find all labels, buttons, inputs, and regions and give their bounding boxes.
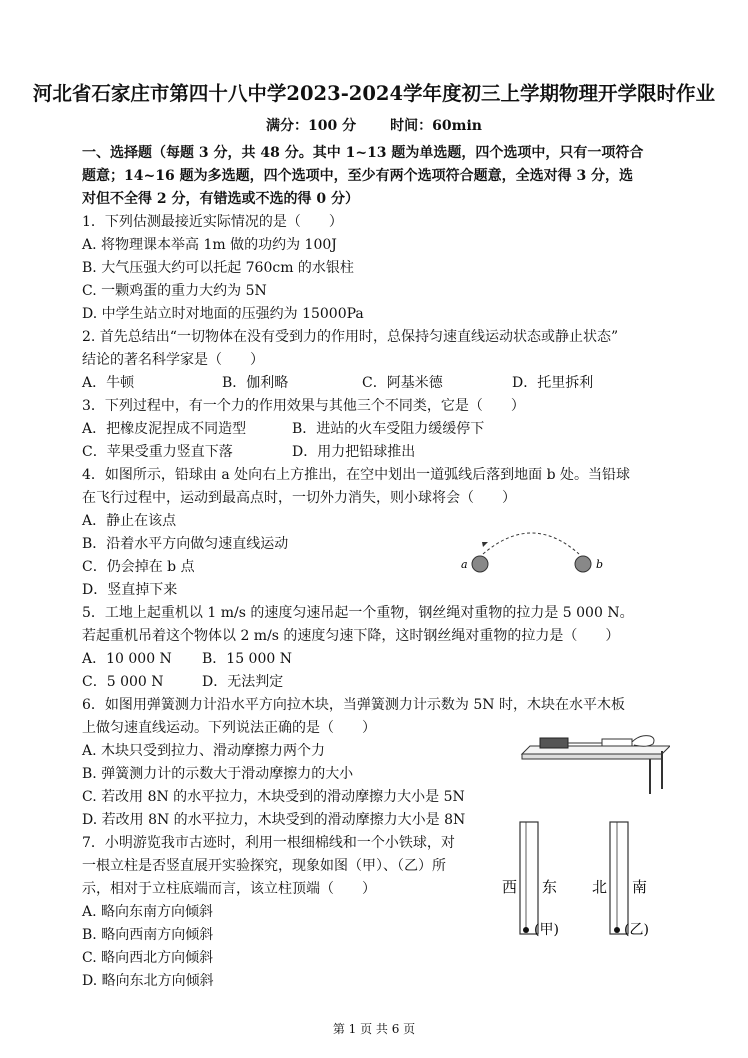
q5-stem-2: 若起重机吊着这个物体以 2 m/s 的速度匀速下降，这时钢丝绳对重物的拉力是（ ） (82, 628, 620, 644)
q7-stem-2: 一根立柱是否竖直展开实验探究，现象如图（甲）、（乙）所 (82, 858, 446, 874)
q3-option-b[interactable]: B．进站的火车受阻力缓缓停下 (292, 421, 485, 437)
q7-jia-pillar (520, 822, 538, 934)
q6-stem-1: 6．如图用弹簧测力计沿水平方向拉木块，当弹簧测力计示数为 5N 时，木块在水平木板 (82, 697, 625, 713)
q3-options-row-2 (82, 441, 682, 464)
q3-option-a[interactable]: A．把橡皮泥捏成不同造型 (82, 421, 247, 437)
q6-wooden-block (540, 738, 568, 748)
q1-stem: 1．下列估测最接近实际情况的是（ ） (82, 214, 343, 230)
section-instructions-2: 题意；14~16 题为多选题，四个选项中，至少有两个选项符合题意，全选对得 3 分，选 (82, 168, 634, 184)
q5-options-row-2 (82, 671, 682, 694)
q3-option-d[interactable]: D．用力把铅球推出 (292, 444, 416, 460)
time-limit: 时间：60min (390, 118, 482, 134)
section-instructions-1: 一、选择题（每题 3 分，共 48 分。其中 1~13 题为单选题，四个选项中，只有一项符合 (82, 145, 644, 161)
q7-jia-caption: (甲) (534, 922, 559, 938)
q4-option-a[interactable]: A．静止在该点 (82, 513, 177, 529)
q1-option-a[interactable]: A. 将物理课本举高 1m 做的功约为 100J (82, 237, 337, 253)
q2-stem-2: 结论的著名科学家是（ ） (82, 352, 264, 368)
q5-stem-1: 5．工地上起重机以 1 m/s 的速度匀速吊起一个重物，钢丝绳对重物的拉力是 5 000 N。 (82, 605, 634, 621)
q6-option-d[interactable]: D. 若改用 8N 的水平拉力，木块受到的滑动摩擦力大小是 8N (82, 812, 466, 828)
q1-option-c[interactable]: C. 一颗鸡蛋的重力大约为 5N (82, 283, 267, 299)
q5-option-b[interactable]: B．15 000 N (202, 651, 292, 667)
q2-stem-1: 2. 首先总结出“一切物体在没有受到力的作用时，总保持匀速直线运动状态或静止状态” (82, 329, 619, 345)
q7-option-b[interactable]: B. 略向西南方向倾斜 (82, 927, 214, 943)
q3-option-c[interactable]: C．苹果受重力竖直下落 (82, 444, 233, 460)
page-footer: 第 1 页 共 6 页 (332, 1022, 416, 1036)
full-score: 满分：100 分 (266, 118, 357, 134)
q3-stem: 3．下列过程中，有一个力的作用效果与其他三个不同类，它是（ ） (82, 398, 525, 414)
q2-option-a[interactable]: A．牛顿 (82, 375, 135, 391)
q3-options-row-1 (82, 418, 682, 441)
q7-option-d[interactable]: D. 略向东北方向倾斜 (82, 973, 214, 989)
q6-option-c[interactable]: C. 若改用 8N 的水平拉力，木块受到的滑动摩擦力大小是 5N (82, 789, 465, 805)
q2-options (82, 372, 682, 395)
q4-ball-a (472, 556, 488, 572)
q7-yi-pillar (610, 822, 628, 934)
q7-jia-left-label: 西 (502, 878, 518, 896)
q7-figure-yi (590, 818, 680, 943)
q7-jia-iron-ball (523, 927, 529, 933)
q6-stem-2: 上做匀速直线运动。下列说法正确的是（ ） (82, 720, 376, 736)
q4-option-b[interactable]: B．沿着水平方向做匀速直线运动 (82, 536, 289, 552)
q7-figure-jia (500, 818, 580, 943)
q7-yi-right-label: 南 (632, 878, 648, 896)
q1-option-b[interactable]: B. 大气压强大约可以托起 760cm 的水银柱 (82, 260, 354, 276)
q7-yi-iron-ball (614, 927, 620, 933)
q6-spring-scale (602, 739, 632, 746)
q4-arrow-icon (482, 542, 488, 547)
q1-option-d[interactable]: D. 中学生站立时对地面的压强约为 15000Pa (82, 306, 364, 322)
page-title: 河北省石家庄市第四十八中学2023-2024学年度初三上学期物理开学限时作业 (32, 82, 716, 105)
q5-option-c[interactable]: C．5 000 N (82, 674, 164, 690)
q6-spring-scale-figure (520, 724, 670, 794)
q4-label-a: a (461, 558, 468, 571)
q4-option-d[interactable]: D．竖直掉下来 (82, 582, 178, 598)
q7-option-a[interactable]: A. 略向东南方向倾斜 (82, 904, 214, 920)
q4-label-b: b (596, 558, 604, 571)
q2-option-d[interactable]: D．托里拆利 (512, 375, 594, 391)
q4-ball-b (575, 556, 591, 572)
q4-stem-1: 4．如图所示，铅球由 a 处向右上方推出，在空中划出一道弧线后落到地面 b 处。当铅球 (82, 467, 631, 483)
q4-option-c[interactable]: C．仍会掉在 b 点 (82, 559, 195, 575)
q7-yi-caption: (乙) (624, 922, 649, 938)
q5-option-d[interactable]: D．无法判定 (202, 674, 284, 690)
score-time-line (0, 115, 748, 135)
q5-options-row-1 (82, 648, 682, 671)
q2-option-c[interactable]: C．阿基米德 (362, 375, 443, 391)
q2-option-b[interactable]: B．伽利略 (222, 375, 289, 391)
q4-trajectory-figure (455, 520, 610, 580)
section-instructions-3: 对但不全得 2 分，有错选或不选的得 0 分） (82, 191, 359, 207)
q7-yi-left-label: 北 (592, 878, 608, 896)
q4-trajectory-arc (483, 533, 579, 554)
q6-option-a[interactable]: A. 木块只受到拉力、滑动摩擦力两个力 (82, 743, 326, 759)
q7-stem-1: 7．小明游览我市古迹时，利用一根细棉线和一个小铁球，对 (82, 835, 455, 851)
q7-stem-3: 示，相对于立柱底端而言，该立柱顶端（ ） (82, 881, 376, 897)
q5-option-a[interactable]: A．10 000 N (82, 651, 172, 667)
q7-option-c[interactable]: C. 略向西北方向倾斜 (82, 950, 214, 966)
q7-jia-right-label: 东 (542, 878, 558, 896)
q4-stem-2: 在飞行过程中，运动到最高点时，一切外力消失，则小球将会（ ） (82, 490, 516, 506)
q6-table-edge (522, 754, 662, 759)
q6-hand-icon (632, 736, 654, 747)
q6-option-b[interactable]: B. 弹簧测力计的示数大于滑动摩擦力的大小 (82, 766, 354, 782)
